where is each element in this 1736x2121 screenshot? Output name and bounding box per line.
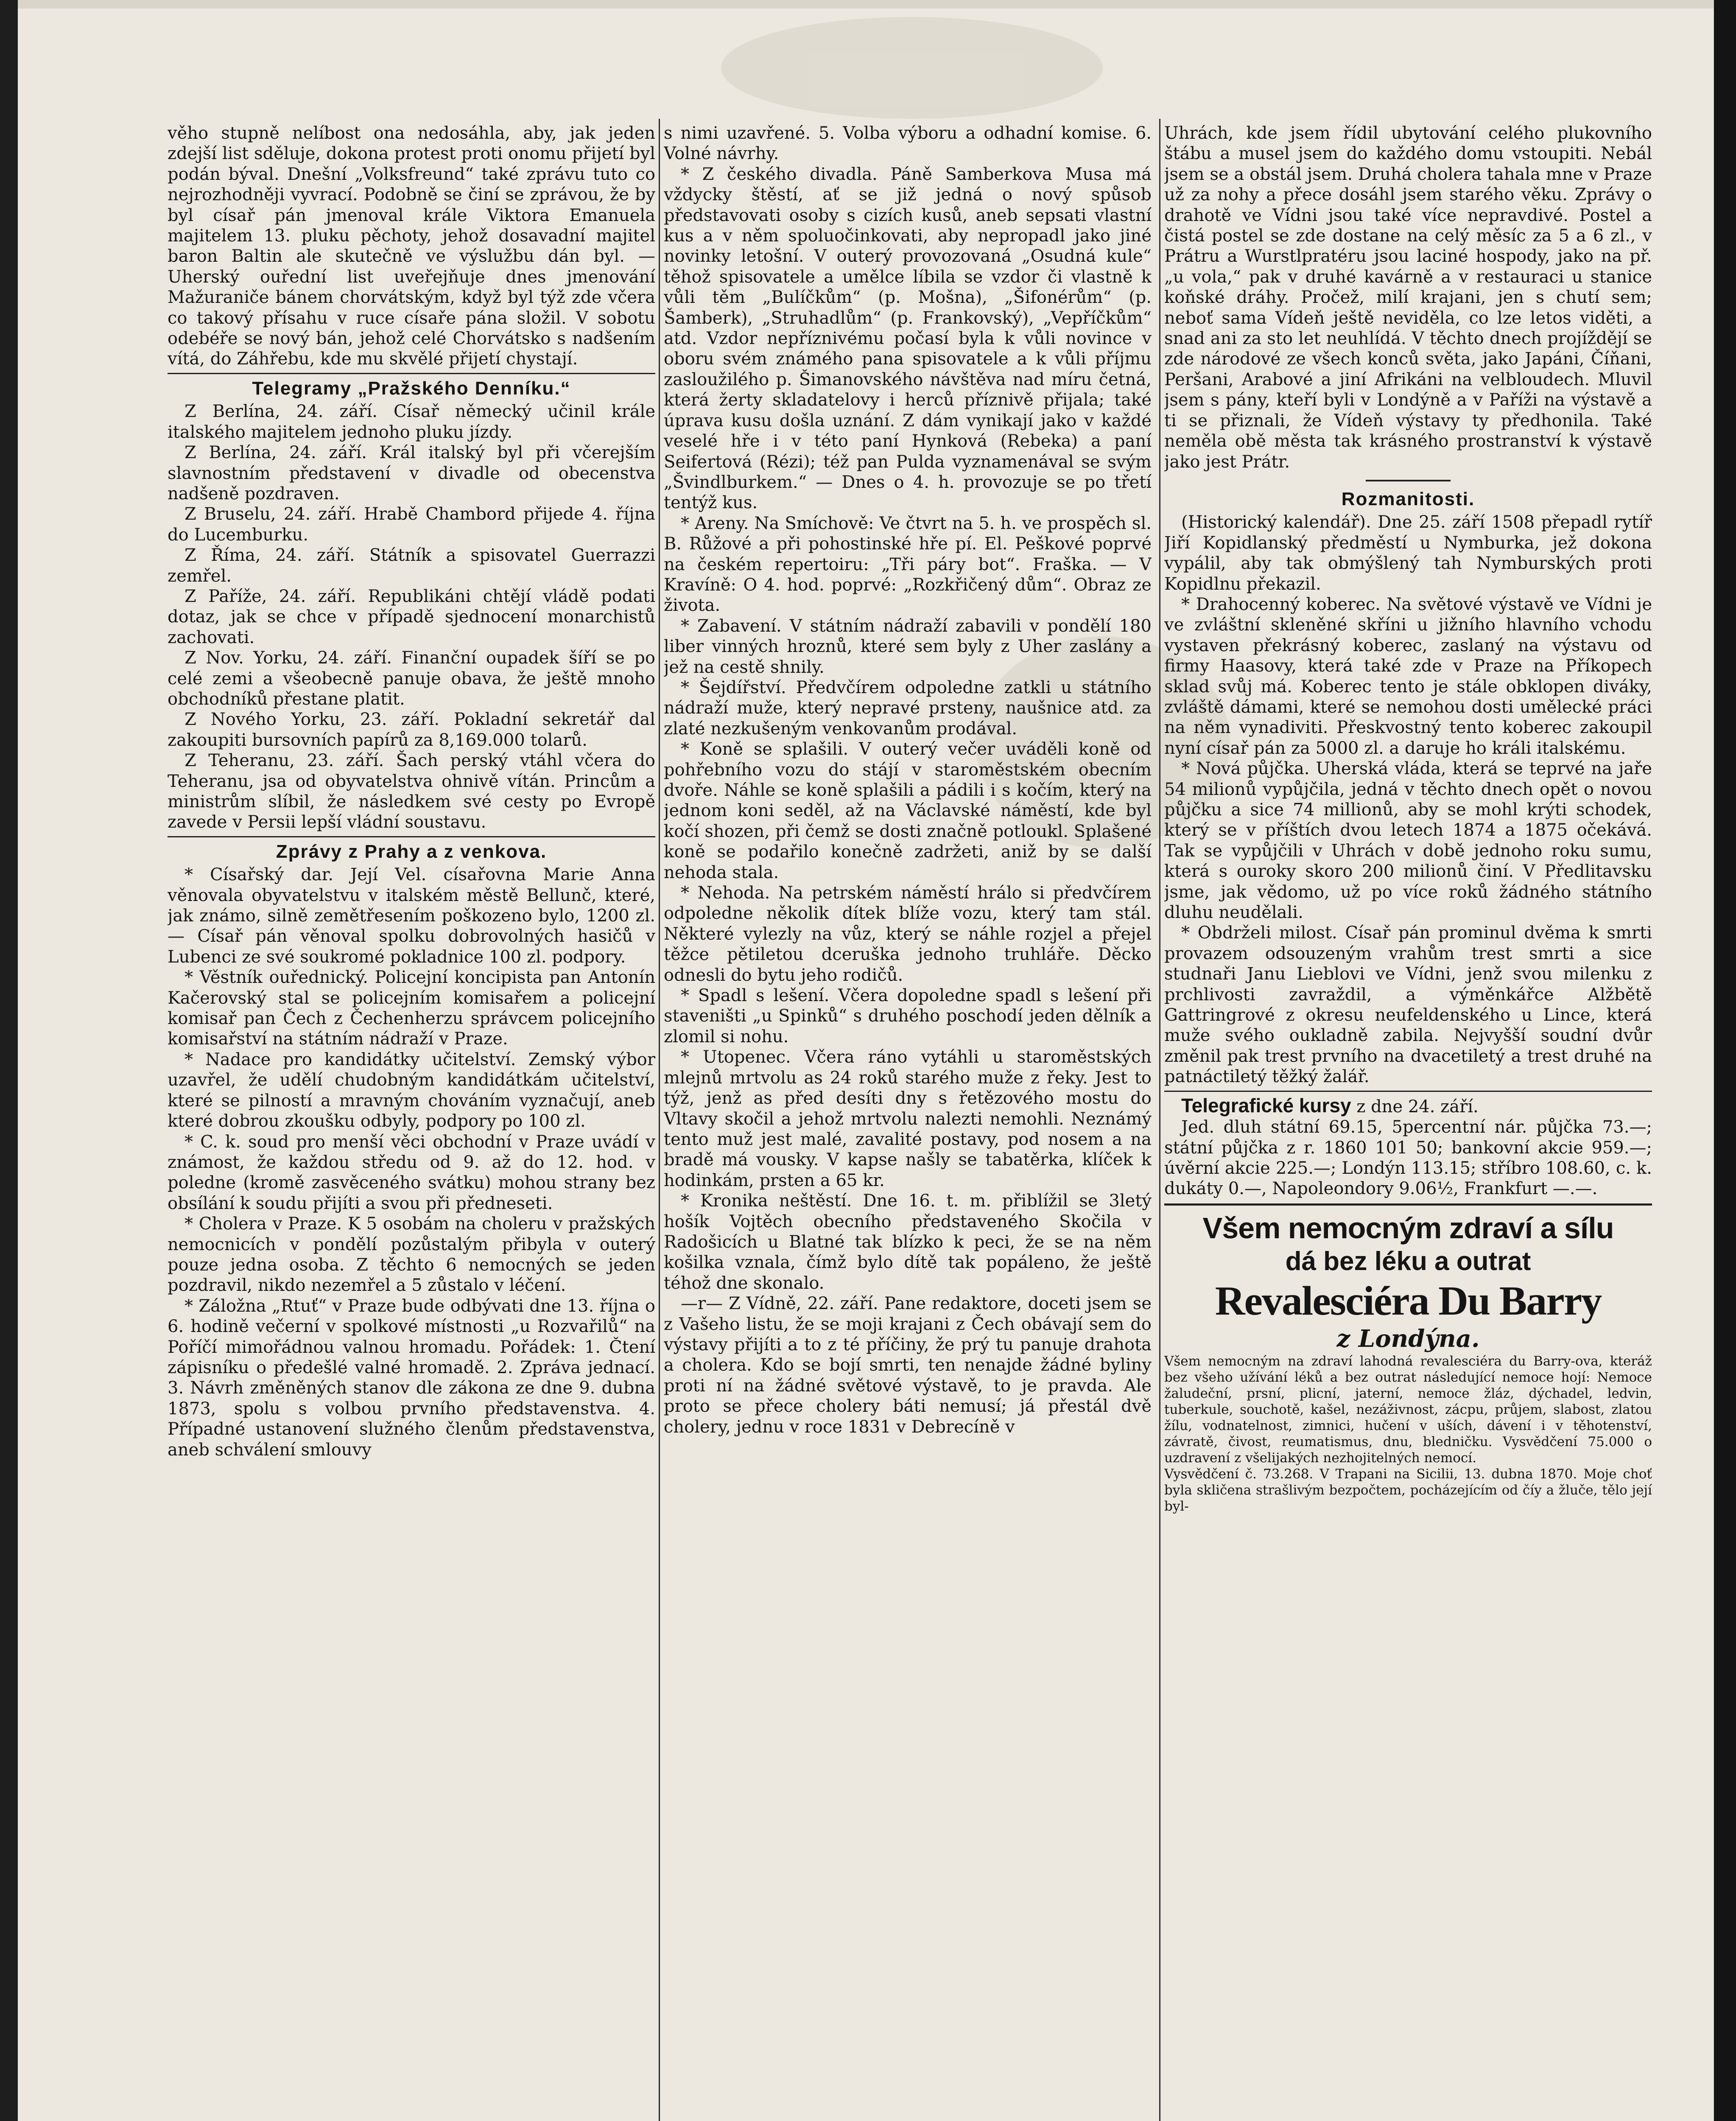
news-item: * Areny. Na Smíchově: Ve čtvrt na 5. h. ve prospěch sl. B. Růžové a při pohostinské hře pí. El. Peškové poprvé na českém repertoiru: „Tři páry bot“. Fraška. — V Kravíně: O 4. hod. poprvé: „Rozkřičený dům“. Obraz ze života. xyxy=(664,513,1152,616)
telegram-item: Z Teheranu, 23. září. Šach perský vtáhl včera do Teheranu, jsa od obyvatelstva ohnivě vítán. Princům a ministrům slíbil, že následkem své cesty po Evropě zavede v Persii lepší vládní soustavu. xyxy=(168,751,655,832)
ad-origin: z Londýna. xyxy=(1336,1324,1480,1353)
column-2 xyxy=(664,123,1152,2121)
misc-item: (Historický kalendář). Dne 25. září 1508 přepadl rytíř Jiří Kopidlanský předměstí u Nymburka, jež dokona vypálil, aby tak obmýšlený tah Nymburských proti Kopidlnu překazil. xyxy=(1164,512,1652,594)
scan-edge-right xyxy=(1714,0,1736,2121)
paper-stain xyxy=(721,17,1103,119)
exchange-rates-heading: Telegrafické kursy xyxy=(1181,1094,1351,1116)
ad-headline: Všem nemocným zdraví a sílu xyxy=(1202,1211,1614,1245)
telegram-item: Z Berlína, 24. září. Císař německý učinil krále italského majitelem jednoho pluku jízdy. xyxy=(168,402,655,442)
exchange-rates-date: z dne 24. září. xyxy=(1356,1097,1479,1116)
misc-item: * Obdrželi milost. Císař pán prominul dvěma k smrti provazem odsouzeným vrahům trest smrti a sice studnaři Janu Lieblovi ve Vídni, jenž svou milenku z prchlivosti zavraždil, a výměnkářce Alžbětě Gattringrové z okresu neufeldenského u Lince, která muže svého oukladně zabila. Nejvyšší soudní dvůr změnil pak trest prvního na dvacetiletý a trest druhé na patnáctiletý těžký žalář. xyxy=(1164,923,1652,1087)
news-item: * Zabavení. V státním nádraží zabavili v pondělí 180 liber vinných hroznů, které sem byly z Uher zaslány a jež na cestě shnily. xyxy=(664,616,1152,677)
news-item: —r— Z Vídně, 22. září. Pane redaktore, doceti jsem se z Vašeho listu, že se moji krajani z Čech obávají sem do výstavy přijíti a to z té příčiny, že prý tu panuje drahota a cholera. Kdo se bojí smrti, ten nenajde žádné byliny proti ní na žádné světové výstavě, to je pravda. Ale proto se přece cholery báti nemusí; já přestál dvě cholery, jednu v roce 1831 v Debrecíně v xyxy=(664,1294,1152,1437)
section-rule xyxy=(1164,1091,1652,1092)
exchange-rates xyxy=(1164,1095,1652,1117)
news-item: * Cholera v Praze. K 5 osobám na choleru v pražských nemocnicích v pondělí pozůstalým přibyla v outerý pouze jedna osoba. Z těchto 6 nemocných se jeden pozdravil, nikdo nezemřel a 5 zůstalo v léčení. xyxy=(168,1214,655,1296)
section-rule xyxy=(168,373,655,374)
advertisement xyxy=(1164,1203,1652,1514)
column-3 xyxy=(1164,123,1652,2121)
telegram-item: Z Bruselu, 24. září. Hrabě Chambord přijede 4. října do Lucemburku. xyxy=(168,504,655,545)
short-rule xyxy=(1366,480,1451,481)
ad-body: Všem nemocným na zdraví lahodná revalesciéra du Barry-ova, kteráž bez všeho užívání léků a bez outrat následující nemoce hojí: Nemoce žaludeční, prsní, plicní, jaterní, nemoce žláz, dýchadel, ledvin, tuberkule, souchotě, kašel, nezáživnost, zácpu, průjem, slabost, zlatou žílu, vodnatelnost, zimnici, hučení v uších, dávení i v těhotenství, závratě, čivost, reumatismus, dnu, bledničku. Vysvědčení 75.000 o uzdravení z všelijakých nezhojitelných nemocí. xyxy=(1164,1353,1652,1466)
news-item: * C. k. soud pro menší věci obchodní v Praze uvádí v známost, že každou středu od 9. až do 12. hod. v poledne (kromě zasvěceného svátku) mohou strany bez obsílání k soudu přijíti a svou při předneseti. xyxy=(168,1132,655,1213)
exchange-rates-text: Jed. dluh státní 69.15, 5percentní nár. půjčka 73.—; státní půjčka z r. 1860 101 50; bankovní akcie 959.—; úvěrní akcie 225.—; Londýn 113.15; stříbro 108.60, c. k. dukáty 0.—, Napoleondory 9.06½, Frankfurt —.—. xyxy=(1164,1117,1652,1199)
news-item: * Šejdířství. Předvčírem odpoledne zatkli u státního nádraží muže, který nepravé prsteny, naušnice atd. za zlaté nezkušeným venkovanům prodával. xyxy=(664,677,1152,739)
news-item: * Věstník ouřednický. Policejní koncipista pan Antonín Kačerovský stal se policejním komisařem a policejní komisař pan Čech z Čechenherzu správcem policejního komisařství na státním nádraží v Praze. xyxy=(168,968,655,1049)
news-item: * Utopenec. Včera ráno vytáhli u staroměstských mlejnů mrtvolu as 24 roků starého muže z řeky. Jest to týž, jenž as před desíti dny s řetězového mostu do Vltavy skočil a jehož mrtvolu nalezti nemohli. Neznámý tento muž jest malé, zavalité postavy, pod nosem a na bradě má vousky. V kapse našly se tabatěrka, klíček k hodinkám, prsten a 65 kr. xyxy=(664,1047,1152,1190)
ad-brand: Revalesciéra Du Barry xyxy=(1215,1278,1602,1324)
section-rule xyxy=(168,836,655,837)
section-heading: Zprávy z Prahy a z venkova. xyxy=(276,841,547,862)
telegram-item: Z Berlína, 24. září. Král italský byl při včerejším slavnostním představení v divadle od obecenstva nadšeně pozdraven. xyxy=(168,443,655,504)
news-item: * Z českého divadla. Páně Samberkova Musa má vždycky štěstí, ať se již jedná o nový spůsob představovati osoby s cizích kusů, aneb sepsati vlastní kus a v něm spoluočinkovati, aby nepropadl jako jiné novinky letošní. V outerý provozovaná „Osudná kule“ těhož spisovatele a umělce líbila se vzdor či vlastně k vůli těm „Bulíčkům“ (p. Mošna), „Šifonérům“ (p. Šamberk), „Struhadlům“ (p. Frankovský), „Vepříčkům“ atd. Vzdor nepříznivému počasí byla k vůli novince v oboru svém známého pana spisovatele a k vůli příjmu zasloužilého p. Šimanovského návštěva nad míru četná, která žerty skladatelovy i herců příznivě přijala; také úprava kusu došla uznání. Z dám vynikají jako v každé veselé hře i v této paní Hynková (Rebeka) a paní Seifertová (Rézi); též pan Pulda vyznamenával se svým „Švindlburkem.“ — Dnes o 4. h. provozuje se po třetí tentýž kus. xyxy=(664,164,1152,513)
scan-edge-left xyxy=(0,0,18,2121)
column-1 xyxy=(168,123,655,2121)
column-rule xyxy=(1159,119,1160,2121)
column-rule xyxy=(659,119,660,2121)
article-text: Uhrách, kde jsem řídil ubytování celého plukovního štábu a musel jsem do každého domu vstoupiti. Nebál jsem se a obstál jsem. Druhá cholera tahala mne v Praze už za nohy a přece dosáhl jsem starého věku. Zprávy o drahotě ve Vídni jsou také více nepravdivé. Postel a čistá postel se zde dostane na celý měsíc za 5 a 6 zl., v Prátru a Wurstlpratéru jsou laciné hospody, jako na př. „u vola,“ pak v druhé kavárně a v restauraci u stanice koňské dráhy. Pročež, milí krajani, jen s chutí sem; neboť sama Vídeň ještě neviděla, co lze letos viděti, a snad ani za sto let neuhlídá. V těchto dnech projíždějí se zde národové ze všech konců světa, jako Japáni, Číňani, Peršani, Arabové a jiní Afrikáni na velbloudech. Mluvil jsem s pány, kteří byli v Londýně a v Paříži na výstavě a ti se přiznali, že Vídeň výstavy ty předhonila. Také neměla obě města tak krásného prostranství k výstavě jako jest Prátr. xyxy=(1164,123,1652,472)
section-heading: Rozmanitosti. xyxy=(1341,488,1475,509)
ad-testimonial: Vysvědčení č. 73.268. V Trapani na Sicilii, 13. dubna 1870. Moje choť byla skličena strašlivým bezpočtem, pocházejícím od číy a žluče, tělo její byl- xyxy=(1164,1466,1652,1514)
news-item: * Kronika neštěstí. Dne 16. t. m. přiblížil se 3letý hošík Vojtěch obecního představeného Skočila v Radošicích u Blatné tak blízko k peci, že se na něm košilka vznala, čímž bylo dítě tak popáleno, že ještě téhož dne skonalo. xyxy=(664,1191,1152,1293)
news-item: * Císařský dar. Její Vel. císařovna Marie Anna věnovala obyvatelstvu v italském městě Bellunč, které, jak známo, silně zemětřesením poškozeno bylo, 1200 zl. — Císař pán věnoval spolku dobrovolných hasičů v Lubenci ze své soukromé pokladnice 100 zl. podpory. xyxy=(168,865,655,967)
telegram-item: Z Nového Yorku, 23. září. Pokladní sekretář dal zakoupiti bursovních papírů za 8,169.000 tolarů. xyxy=(168,710,655,750)
news-item: * Nehoda. Na petrském náměstí hrálo si předvčírem odpoledne několik dítek blíže vozu, který tam stál. Některé vylezly na vůz, který se náhle rozjel a přejel těžce pětiletou dceruška jednoho truhláře. Děcko odnesli do bytu jeho rodičů. xyxy=(664,883,1152,985)
news-item: * Záložna „Rtuť“ v Praze bude odbývati dne 13. října o 6. hodině večerní v spolkové místnosti „u Rozvařilů“ na Poříčí mimořádnou valnou hromadu. Pořádek: 1. Čtení zápisníku o předešlé valné hromadě. 2. Zpráva jednací. 3. Návrh změněných stanov dle zákona ze dne 9. dubna 1873, spolu s volbou prvního představenstva. 4. Případné ustanovení služného členům představenstva, aneb schválení smlouvy xyxy=(168,1296,655,1460)
section-heading: Telegramy „Pražského Denníku.“ xyxy=(252,378,571,399)
misc-item: * Nová půjčka. Uherská vláda, která se teprvé na jaře 54 milionů vypůjčila, jedná v těchto dnech opět o novou půjčku a sice 74 millionů, aby se mohl krýti schodek, který se v příštích dvou letech 1874 a 1875 očekává. Tak se vypůjčili v Uhrách v době jednoho roku sumu, která s ouroky skoro 200 milionů činí. V Předlitavsku jsme, jak vědomo, už po více roků žádného státního dluhu neudělali. xyxy=(1164,759,1652,923)
telegram-item: Z Paříže, 24. září. Republikáni chtějí vládě podati dotaz, jak se chce v případě sjednocení monarchistů zachovati. xyxy=(168,586,655,647)
misc-item: * Drahocenný koberec. Na světové výstavě ve Vídni je ve zvláštní skleněné skříni u jižního hlavního vchodu vystaven překrásný koberec, zaslaný na výstavu od firmy Haasovy, která také zde v Praze na Příkopech sklad svůj má. Koberec tento je stále obklopen diváky, zvláště dámami, které se nemohou dosti umělecké práci na něm vynadiviti. Přeskvostný tento koberec zakoupil nyní císař pán za 5000 zl. a daruje ho králi italskému. xyxy=(1164,594,1652,758)
ad-subheadline: dá bez léku a outrat xyxy=(1285,1246,1531,1276)
article-text: věho stupně nelíbost ona nedosáhla, aby, jak jeden zdejší list sděluje, dokona protest proti onomu přijetí byl podán býval. Dnešní „Volksfreund“ také zprávu tuto co nejrozhodněji vyvrací. Podobně se činí se zprávou, že by byl císař pán jmenoval krále Viktora Emanuela majitelem 13. pluku pěchoty, jehož dosavadní majitel baron Baltin ale skutečně ve výslužbu dán byl. — Uherský ouřední list uveřejňuje dnes jmenování Mažuraniče bánem chorvátským, když byl týž zde včera co takový přísahu v ruce císaře pána složil. V sobotu odebéře se nový bán, jehož celé Chorvátsko s nadšením vítá, do Záhřebu, kde mu skvělé přijetí chystají. xyxy=(168,123,655,369)
news-item: * Koně se splašili. V outerý večer uváděli koně od pohřebního vozu do stájí v staroměstském obecním dvoře. Náhle se koně splašili a pádili i s kočím, který na jednom koni seděl, až na Václavské náměstí, kde byl kočí shozen, při čemž se dosti značně potloukl. Splašené koně se podařilo konečně zadržeti, aniž by se další nehoda stala. xyxy=(664,739,1152,882)
news-item: * Nadace pro kandidátky učitelství. Zemský výbor uzavřel, že udělí chudobným kandidátkám učitelství, které se pilností a mravným chováním vyznačují, aneb které dobrou zkoušku odbyly, podpory po 100 zl. xyxy=(168,1049,655,1131)
telegram-item: Z Nov. Yorku, 24. září. Finanční oupadek šíří se po celé zemi a všeobecně panuje obava, že ještě mnoho obchodníků přestane platit. xyxy=(168,648,655,709)
telegram-item: Z Říma, 24. září. Státník a spisovatel Guerrazzi zemřel. xyxy=(168,546,655,586)
news-item: s nimi uzavřené. 5. Volba výboru a odhadní komise. 6. Volné návrhy. xyxy=(664,123,1152,164)
news-item: * Spadl s lešení. Včera dopoledne spadl s lešení při staveništi „u Spinků“ s druhého poschodí jeden dělník a zlomil si nohu. xyxy=(664,986,1152,1047)
